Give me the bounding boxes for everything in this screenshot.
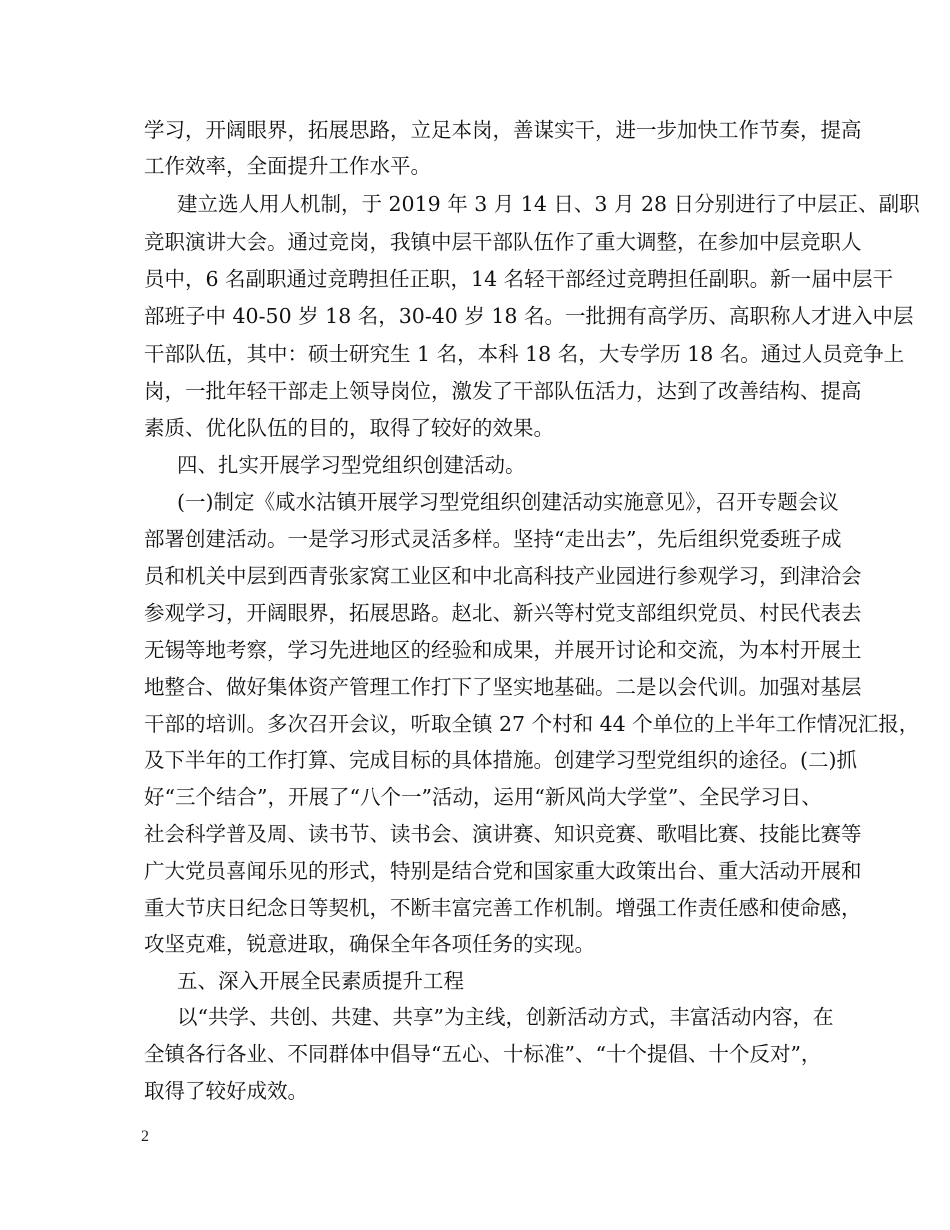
- section-heading: 四、扎实开展学习型党组织创建活动。: [177, 453, 526, 477]
- body-text-line: 岗，一批年轻干部走上领导岗位，激发了干部队伍活力，达到了改善结构、提高: [144, 379, 862, 403]
- paragraph-first-line: 建立选人用人机制，于 2019 年 3 月 14 日、3 月 28 日分别进行了中层正、副职: [177, 192, 920, 216]
- body-text-line: 地整合、做好集体资产管理工作打下了坚实地基础。二是以会代训。加强对基层: [144, 675, 862, 699]
- body-text-line: 员中，6 名副职通过竞聘担任正职，14 名轻干部经过竞聘担任副职。新一届中层干: [144, 267, 894, 291]
- body-text-line: 素质、优化队伍的目的，取得了较好的效果。: [144, 416, 554, 440]
- body-text-line: 取得了较好成效。: [144, 1079, 308, 1103]
- section-heading: 五、深入开展全民素质提升工程: [177, 969, 464, 993]
- body-text-line: 好“三个结合”，开展了“八个一”活动，运用“新风尚大学堂”、全民学习日、: [144, 785, 822, 809]
- body-text-line: 员和机关中层到西青张家窝工业区和中北高科技产业园进行参观学习，到津洽会: [144, 564, 862, 588]
- body-text-line: 无锡等地考察，学习先进地区的经验和成果，并展开讨论和交流，为本村开展土: [144, 638, 862, 662]
- body-text-line: 干部的培训。多次召开会议，听取全镇 27 个村和 44 个单位的上半年工作情况汇报，: [144, 712, 920, 736]
- body-text-line: 社会科学普及周、读书节、读书会、演讲赛、知识竞赛、歌唱比赛、技能比赛等: [144, 822, 862, 846]
- body-text-line: 及下半年的工作打算、完成目标的具体措施。创建学习型党组织的途径。(二)抓: [144, 748, 857, 772]
- paragraph-first-line: 以“共学、共创、共建、共享”为主线，创新活动方式，丰富活动内容，在: [177, 1005, 834, 1029]
- body-text-line: 参观学习，开阔眼界，拓展思路。赵北、新兴等村党支部组织党员、村民代表去: [144, 601, 862, 625]
- body-text-line: 部班子中 40-50 岁 18 名，30-40 岁 18 名。一批拥有高学历、高职称人才进入中层: [144, 304, 914, 328]
- page-number: 2: [141, 1128, 149, 1145]
- body-text-line: 全镇各行各业、不同群体中倡导“五心、十标准”、“十个提倡、十个反对”，: [144, 1042, 822, 1066]
- paragraph-first-line: (一)制定《咸水沽镇开展学习型党组织创建活动实施意见》，召开专题会议: [177, 490, 839, 514]
- body-text-line: 竞职演讲大会。通过竞岗，我镇中层干部队伍作了重大调整，在参加中层竞职人: [144, 230, 862, 254]
- body-text-line: 重大节庆日纪念日等契机，不断丰富完善工作机制。增强工作责任感和使命感，: [144, 896, 862, 920]
- body-text-line: 工作效率，全面提升工作水平。: [144, 154, 431, 178]
- body-text-line: 广大党员喜闻乐见的形式，特别是结合党和国家重大政策出台、重大活动开展和: [144, 859, 862, 883]
- body-text-line: 学习，开阔眼界，拓展思路，立足本岗，善谋实干，进一步加快工作节奏，提高: [144, 118, 862, 142]
- body-text-line: 干部队伍，其中：硕士研究生 1 名，本科 18 名，大专学历 18 名。通过人员竞争上: [144, 342, 905, 366]
- body-text-line: 攻坚克难，锐意进取，确保全年各项任务的实现。: [144, 932, 595, 956]
- body-text-line: 部署创建活动。一是学习形式灵活多样。坚持“走出去”，先后组织党委班子成: [144, 527, 842, 551]
